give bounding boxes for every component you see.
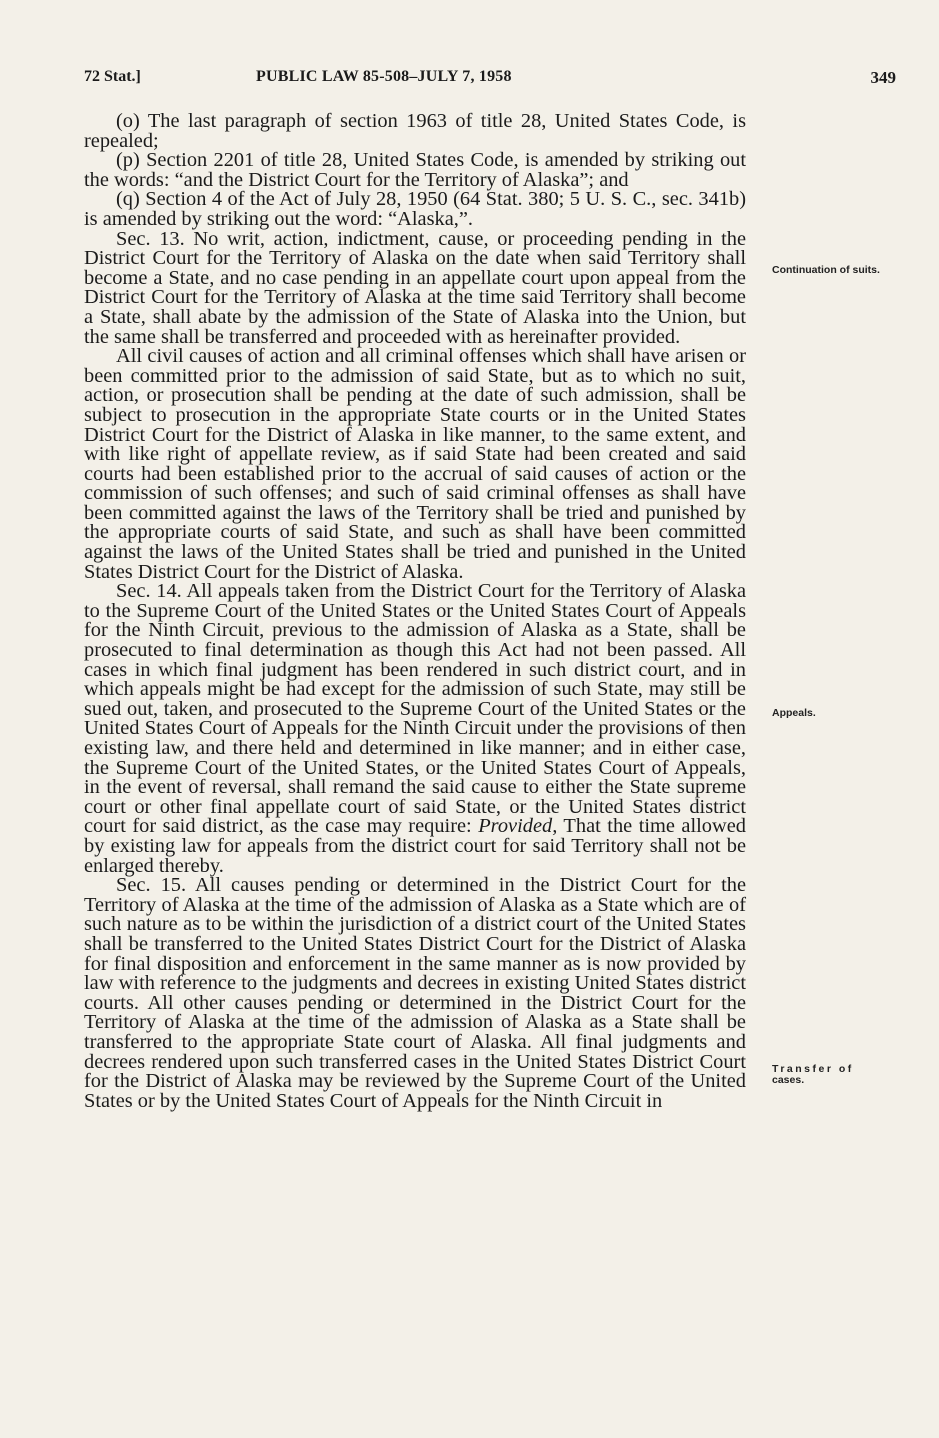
- running-title: PUBLIC LAW 85-508–JULY 7, 1958: [256, 68, 512, 85]
- proviso-italic: Provided,: [478, 815, 558, 838]
- main-text: [84, 112, 746, 1111]
- page-number: 349: [870, 68, 896, 87]
- margin-note-transfer-main: Transfer of: [772, 1063, 854, 1075]
- section-13-paragraph-2: All civil causes of action and all criminal offenses which shall have arisen or been committed prior to the admission of said State, but as to which no suit, action, or prosecution shall be pending at the date of such admission, shall be subject to prosecution in the appropriate State courts or in the United States District Court for the District of Alaska in like manner, to the same extent, and with like right of appellate review, as if said State had been created and said courts had been established prior to the accrual of said causes of action or the commission of such offenses; and such of said criminal offenses as shall have been committed against the laws of the Territory shall be tried and punished by the appropriate courts of said State, and such as shall have been committed against the laws of the United States shall be tried and punished in the United States District Court for the District of Alaska.: [84, 345, 746, 583]
- page-header: [84, 68, 896, 94]
- paragraph-p: (p) Section 2201 of title 28, United States Code, is amended by striking out the words: “and the District Court for the Territory of Alaska”; and: [84, 149, 746, 191]
- section-15: Sec. 15. All causes pending or determined in the District Court for the Territory of Alaska at the time of the admission of Alaska as a State which are of such nature as to be within the jurisdiction of a district court of the United States shall be transferred to the United States District Court for the District of Alaska for final disposition and enforcement in the same manner as is now provided by law with reference to the judgments and decrees in existing United States district courts. All other causes pending or determined in the District Court for the Territory of Alaska at the time of the admission of Alaska as a State shall be transferred to the appropriate State court of Alaska. All final judgments and decrees rendered upon such transferred cases in the United States District Court for the District of Alaska may be reviewed by the Supreme Court of the United States or by the United States Court of Appeals for the Ninth Circuit in: [84, 874, 746, 1112]
- paragraph-q: (q) Section 4 of the Act of July 28, 1950 (64 Stat. 380; 5 U. S. C., sec. 341b) is amended by striking out the word: “Alaska,”.: [84, 188, 746, 230]
- section-14: [84, 582, 746, 876]
- section-13: Sec. 13. No writ, action, indictment, cause, or proceeding pending in the District Court for the Territory of Alaska on the date when said Territory shall become a State, and no case pending in an appellate court upon appeal from the District Court for the Territory of Alaska at the time said Territory shall become a State, shall abate by the admission of the State of Alaska into the Union, but the same shall be transferred and proceeded with as hereinafter provided.: [84, 227, 746, 348]
- margin-note-appeals: Appeals.: [772, 707, 816, 719]
- proviso-text: That the time allowed by existing law for appeals from the district court for said Territory shall not be enlarged thereby.: [84, 815, 746, 877]
- margin-note-continuation: Continuation of suits.: [772, 264, 880, 276]
- statute-volume-label: 72 Stat.]: [84, 68, 141, 85]
- section-14-text: Sec. 14. All appeals taken from the District Court for the Territory of Alaska to the Supreme Court of the United States or the United States Court of Appeals for the Ninth Circuit, previous to the admission of Alaska as a State, shall be prosecuted to final determination as though this Act had not been passed. All cases in which final judgment has been rendered in such district court, and in which appeals might be had except for the admission of such State, may still be sued out, taken, and prosecuted to the Supreme Court of the United States or the United States Court of Appeals for the Ninth Circuit under the provisions of then existing law, and there held and determined in like manner; and in either case, the Supreme Court of the United States, or the United States Court of Appeals, in the event of reversal, shall remand the said cause to either the State supreme court or other final appellate court of said State, or the United States district court for said district, as the case may require:: [84, 580, 746, 838]
- paragraph-o: (o) The last paragraph of section 1963 of title 28, United States Code, is repealed;: [84, 110, 746, 152]
- margin-note-transfer: [772, 1064, 922, 1086]
- margin-note-transfer-tail: cases.: [772, 1074, 805, 1086]
